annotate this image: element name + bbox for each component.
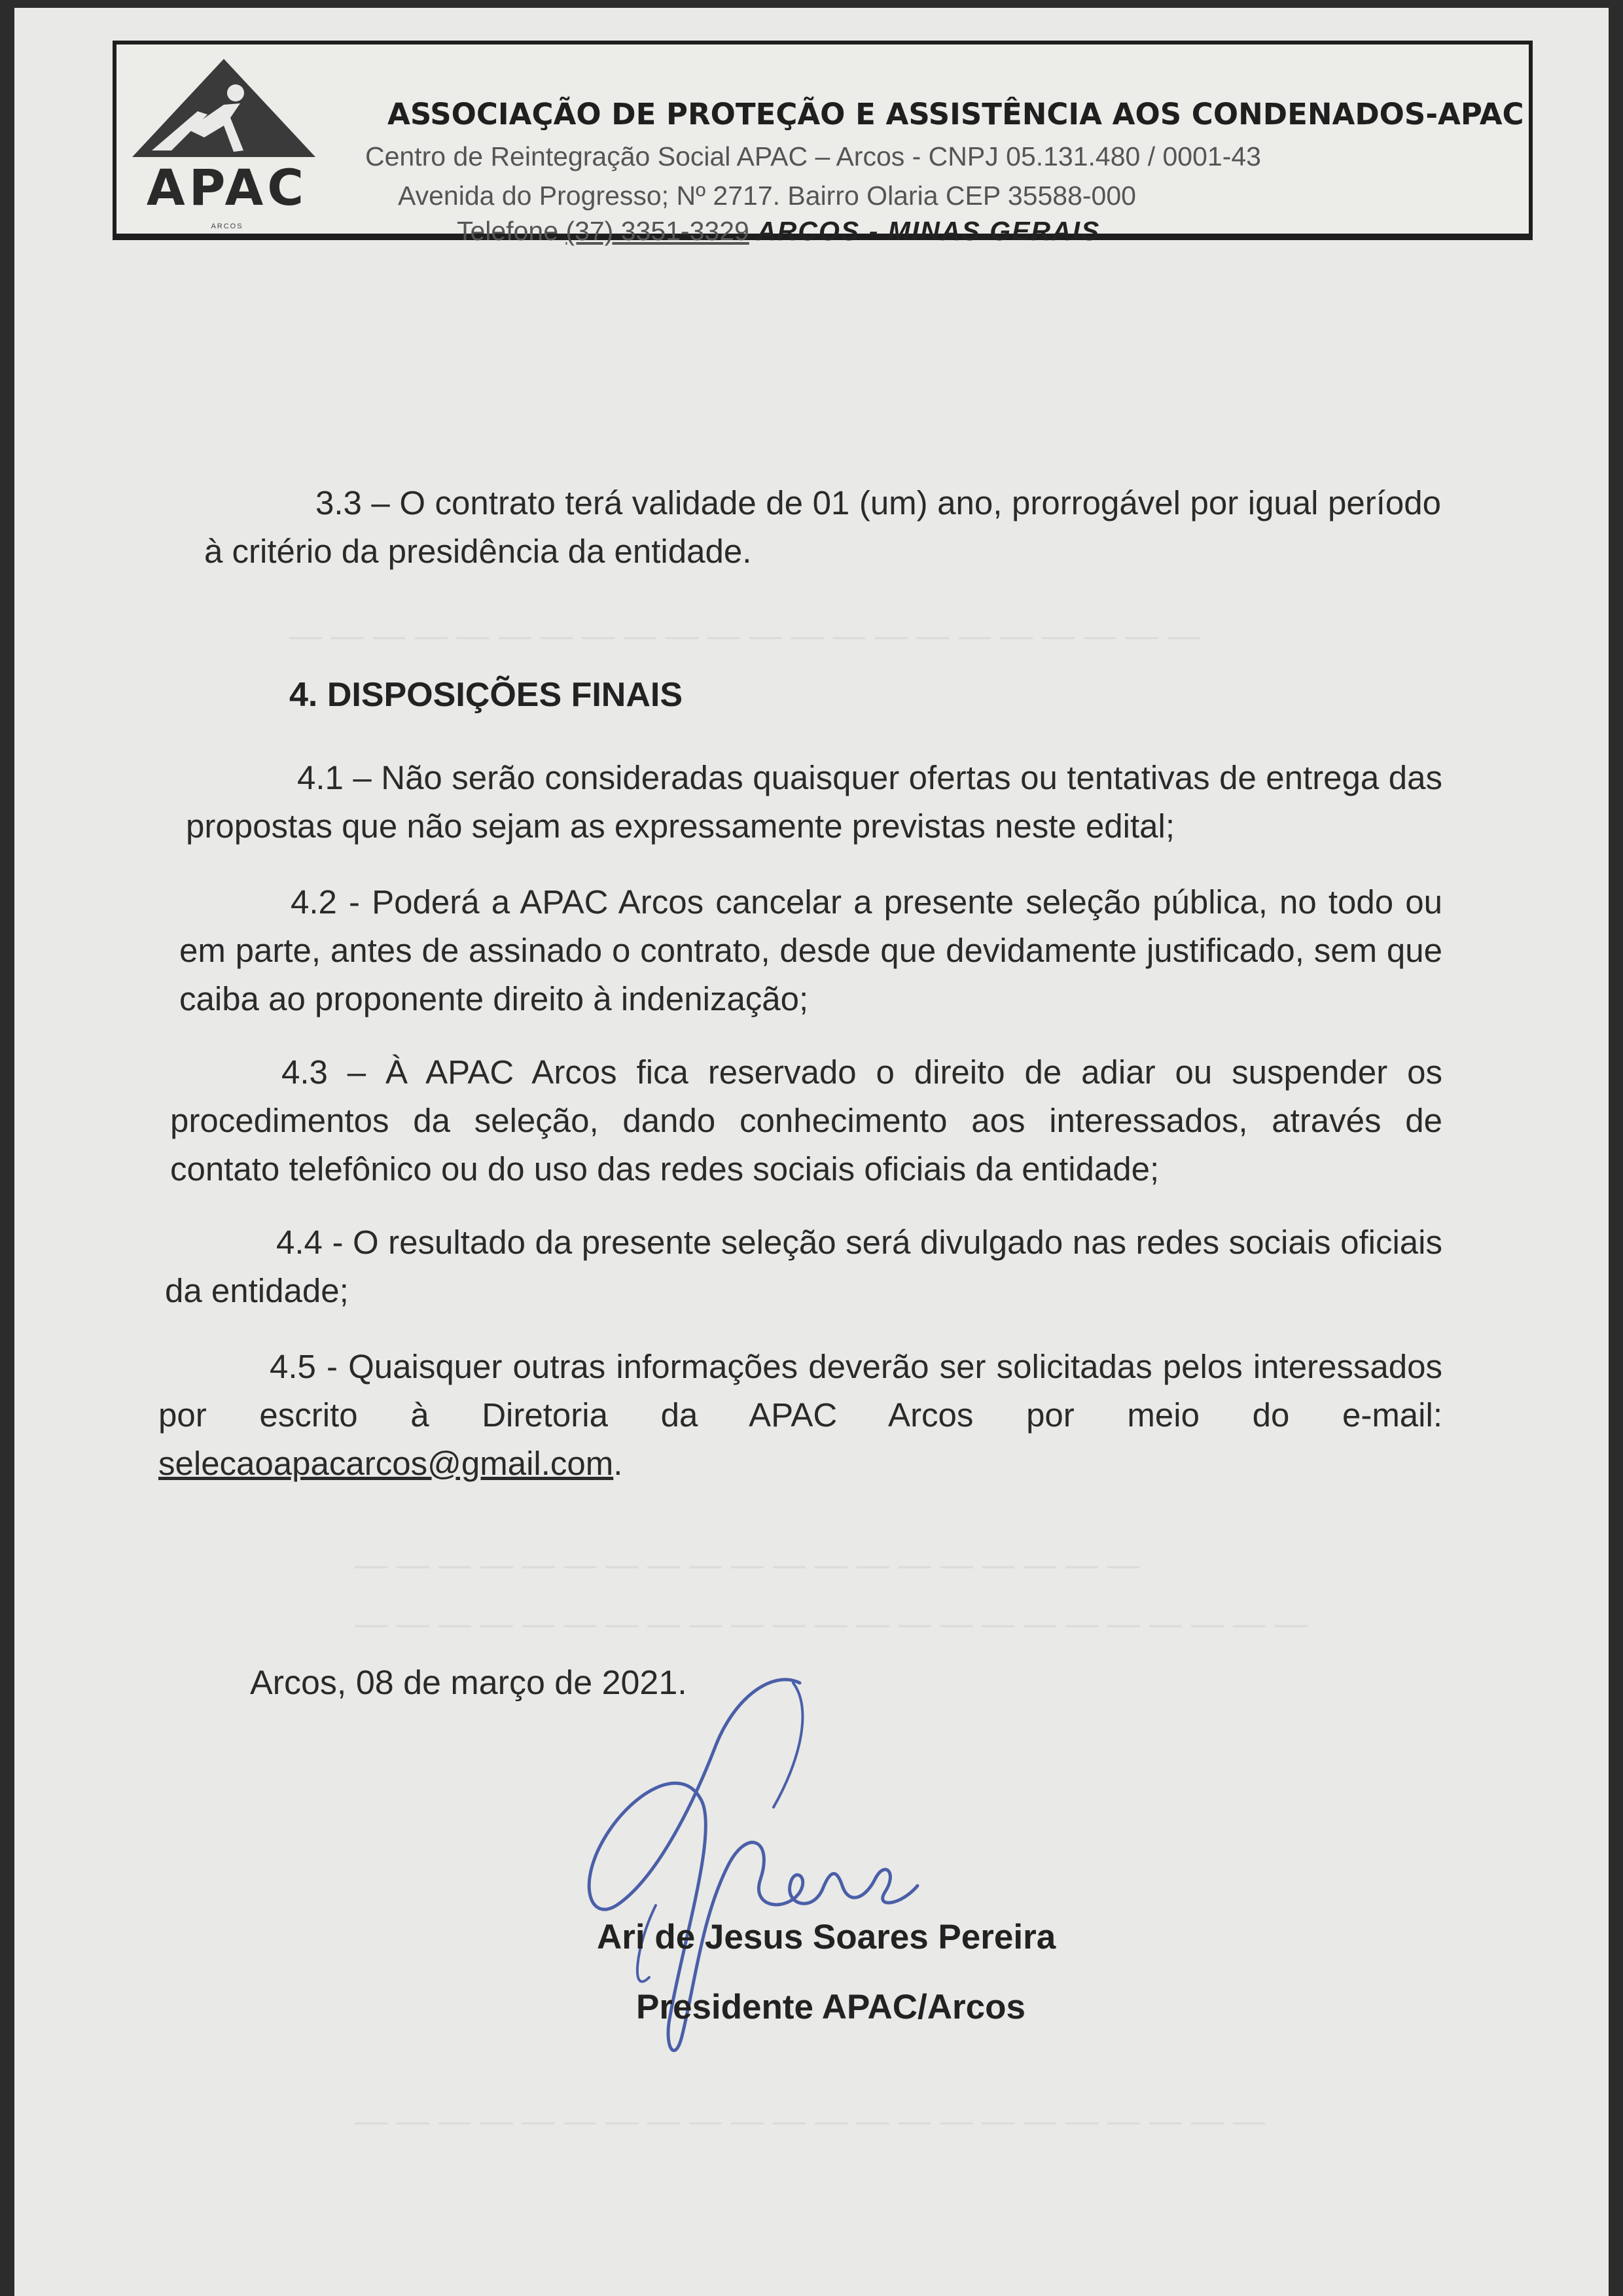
- paragraph-4-4: [165, 1218, 1442, 1315]
- signer-role: Presidente APAC/Arcos: [636, 1988, 1026, 2026]
- section-4-heading: 4. DISPOSIÇÕES FINAIS: [289, 676, 683, 714]
- paragraph-4-2: [179, 878, 1442, 1023]
- organization-name: ASSOCIAÇÃO DE PROTEÇÃO E ASSISTÊNCIA AOS CONDENADOS-APAC: [387, 97, 1524, 132]
- city-name: ARCOS - MINAS GERAIS: [757, 216, 1101, 246]
- show-through-text: — — — — — — — — — — — — — — — — — — — — — —: [289, 617, 1200, 654]
- phone-city-line: [457, 216, 1100, 247]
- logo-wordmark: APAC: [146, 158, 308, 217]
- paragraph-3-3-text: 3.3 – O contrato terá validade de 01 (um) ano, prorrogável por igual período à critério da presidência da entidade.: [204, 484, 1441, 570]
- logo-subtext: ARCOS: [211, 222, 243, 230]
- center-cnpj-line: Centro de Reintegração Social APAC – Arcos - CNPJ 05.131.480 / 0001-43: [365, 141, 1261, 171]
- address-line: Avenida do Progresso; Nº 2717. Bairro Olaria CEP 35588-000: [398, 181, 1136, 211]
- paragraph-4-5-text: 4.5 - Quaisquer outras informações deverão ser solicitadas pelos interessados por escrito à Diretoria da APAC Arcos por meio do e-mail:: [158, 1348, 1442, 1434]
- show-through-text: — — — — — — — — — — — — — — — — — — — — — —: [355, 2102, 1266, 2139]
- apac-logo: [126, 52, 322, 236]
- signer-name: Ari de Jesus Soares Pereira: [597, 1918, 1056, 1956]
- paragraph-3-3: [204, 479, 1441, 576]
- paragraph-4-1: [186, 754, 1442, 851]
- paragraph-4-2-text: 4.2 - Poderá a APAC Arcos cancelar a presente seleção pública, no todo ou em parte, antes de assinado o contrato, desde que devidamente justificado, sem que caiba ao proponente direito à indenização;: [179, 883, 1442, 1017]
- email-link[interactable]: selecaoapacarcos@gmail.com: [158, 1445, 614, 1482]
- phone-label: Telefone: [457, 216, 559, 246]
- paragraph-4-5: [158, 1343, 1442, 1488]
- show-through-text: — — — — — — — — — — — — — — — — — — —: [355, 1546, 1141, 1583]
- paragraph-4-4-text: 4.4 - O resultado da presente seleção será divulgado nas redes sociais oficiais da entidade;: [165, 1224, 1442, 1309]
- date-line: Arcos, 08 de março de 2021.: [250, 1664, 687, 1702]
- letterhead: [113, 41, 1533, 246]
- paragraph-4-5-end: .: [613, 1445, 623, 1482]
- paragraph-4-3: [170, 1048, 1442, 1193]
- document-page: [14, 8, 1609, 2296]
- paragraph-4-3-text: 4.3 – À APAC Arcos fica reservado o direito de adiar ou suspender os procedimentos da seleção, dando conhecimento aos interessados, através de contato telefônico ou do uso das redes sociais oficiais da entidade;: [170, 1053, 1442, 1188]
- phone-number: (37) 3351-3329: [565, 216, 749, 246]
- show-through-text: — — — — — — — — — — — — — — — — — — — — — — —: [355, 1605, 1308, 1642]
- paragraph-4-1-text: 4.1 – Não serão consideradas quaisquer ofertas ou tentativas de entrega das propostas que não sejam as expressamente previstas neste edital;: [186, 759, 1442, 845]
